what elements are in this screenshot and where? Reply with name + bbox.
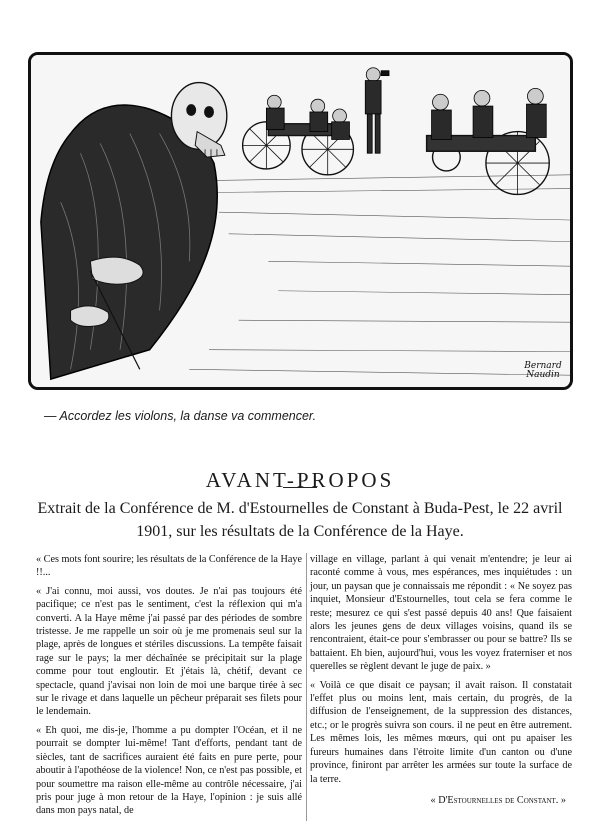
- paragraph: « J'ai connu, moi aussi, vos doutes. Je n'ai pas toujours été pacifique; ce n'est pas le sentiment, c'est la réflexion qui m'a converti. A la Haye même j'ai passé par des périodes de sombre tristesse. Je me rappelle un soir où je me promenais seul sur la plage, après de longues et stériles discussions. La tempête faisait rage sur le pays; la mer déchaînée se précipitait sur la plage comme pour tout engloutir. Et j'étais là, chétif, devant ce spectacle, quand j'avisai non loin de moi une barque tirée à sec sur le rivage et dans laquelle un pêcheur préparait ses filets pour le lendemain.: [36, 585, 302, 718]
- artist-signature: Bernard Naudin: [524, 361, 562, 380]
- page-title: AVANT-PROPOS: [205, 468, 395, 493]
- title-divider: [283, 487, 317, 488]
- text-column-right: [310, 553, 572, 807]
- column-divider: [306, 553, 307, 821]
- text-column-left: [36, 553, 302, 818]
- paragraph: « Ces mots font sourire; les résultats de la Conférence de la Haye !!...: [36, 554, 302, 579]
- paragraph: « Eh quoi, me dis-je, l'homme a pu dompter l'Océan, et il ne pourrait se dompter lui-même! Tant d'efforts, pendant tant de siècles, tant de sacrifices auraient été faits en pure perte, pour aboutir à l'apothéose de la violence! Non, ce n'est pas possible, et pour soumettre ma raison elle-même au contrôle nécessaire, j'ai pris pour juge à mon retour de la Haye, l'opinion : je suis allé dans mon pays natal, de: [36, 724, 302, 817]
- paragraph: village en village, parlant à qui venait m'entendre; je leur ai raconté comme à vous, mes espérances, mes inquiétudes : un jour, un paysan que je connaissais me répondit : « Ne soyez pas inquiet, Monsieur d'Estournelles, tout cela se fera comme le reste; mesurez ce qui s'est passé depuis 40 ans! Que faisaient alors les jeunes gens de deux villages voisins, quand ils se rencontraient, était-ce pour s'embrasser ou pour se battre? Ils se battaient. Eh bien, aujourd'hui, vous les voyez fraterniser et nos querelles se règlent devant le juge de paix. »: [310, 554, 572, 673]
- author-signature: « D'Estournelles de Constant. »: [430, 794, 566, 806]
- death-and-cannons-illustration: [31, 55, 570, 387]
- paragraph: « Voilà ce que disait ce paysan; il avait raison. Il constatait l'effet plus ou moins lent, mais certain, du progrès, de la diffusion de l'enseignement, de la suppression des distances, etc.; or le progrès suivra son cours. il ne peut en être autrement. Les mêmes lois, les mêmes mœurs, qui ont pu apaiser les fureurs humaines dans l'étroite limite d'un canton ou d'une province, finiront par arrêter les armées sur toute la surface de la terre.: [310, 679, 572, 785]
- illustration-frame: [28, 52, 573, 390]
- subtitle: Extrait de la Conférence de M. d'Estournelles de Constant à Buda-Pest, le 22 avril 1901, sur les résultats de la Conférence de la Haye.: [37, 500, 563, 540]
- illustration-caption: — Accordez les violons, la danse va commencer.: [44, 409, 317, 423]
